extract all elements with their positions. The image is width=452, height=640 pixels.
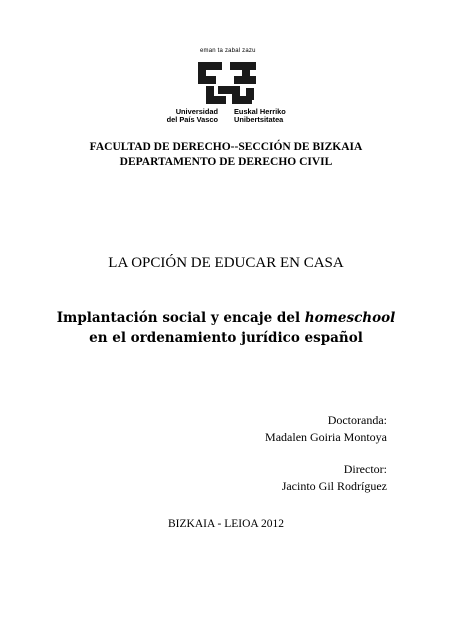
thesis-title: LA OPCIÓN DE EDUCAR EN CASA [108, 255, 344, 271]
place-date: BIZKAIA - LEIOA 2012 [168, 518, 284, 530]
logo-text-line: Universidad [175, 107, 218, 116]
logo-text-line: del País Vasco [166, 115, 218, 124]
faculty-name: FACULTAD DE DERECHO--SECCIÓN DE BIZKAIA [89, 141, 363, 153]
department-name: DEPARTAMENTO DE DERECHO CIVIL [119, 156, 333, 168]
logo-motto: eman ta zabal zazu [200, 48, 256, 54]
thesis-subtitle [0, 308, 452, 348]
university-logo [150, 48, 302, 134]
candidate-block [265, 412, 387, 446]
logo-text-line: Euskal Herriko [234, 107, 286, 116]
candidate-name: Madalen Goiria Montoya [265, 430, 387, 444]
subtitle-line-2: en el ordenamiento jurídico español [89, 330, 363, 346]
director-name: Jacinto Gil Rodríguez [281, 479, 387, 493]
subtitle-line-1 [0, 308, 452, 328]
candidate-label: Doctoranda: [327, 413, 387, 427]
subtitle-text: Implantación social y encaje del [56, 310, 305, 326]
logo-text-line: Unibertsitatea [234, 115, 284, 124]
faculty-heading [0, 140, 452, 170]
logo-text-basque [234, 108, 306, 124]
university-emblem-icon [194, 60, 260, 106]
director-block [282, 461, 387, 495]
director-label: Director: [343, 462, 387, 476]
subtitle-italic-term: homeschool [304, 310, 396, 326]
logo-text-spanish [150, 108, 218, 124]
